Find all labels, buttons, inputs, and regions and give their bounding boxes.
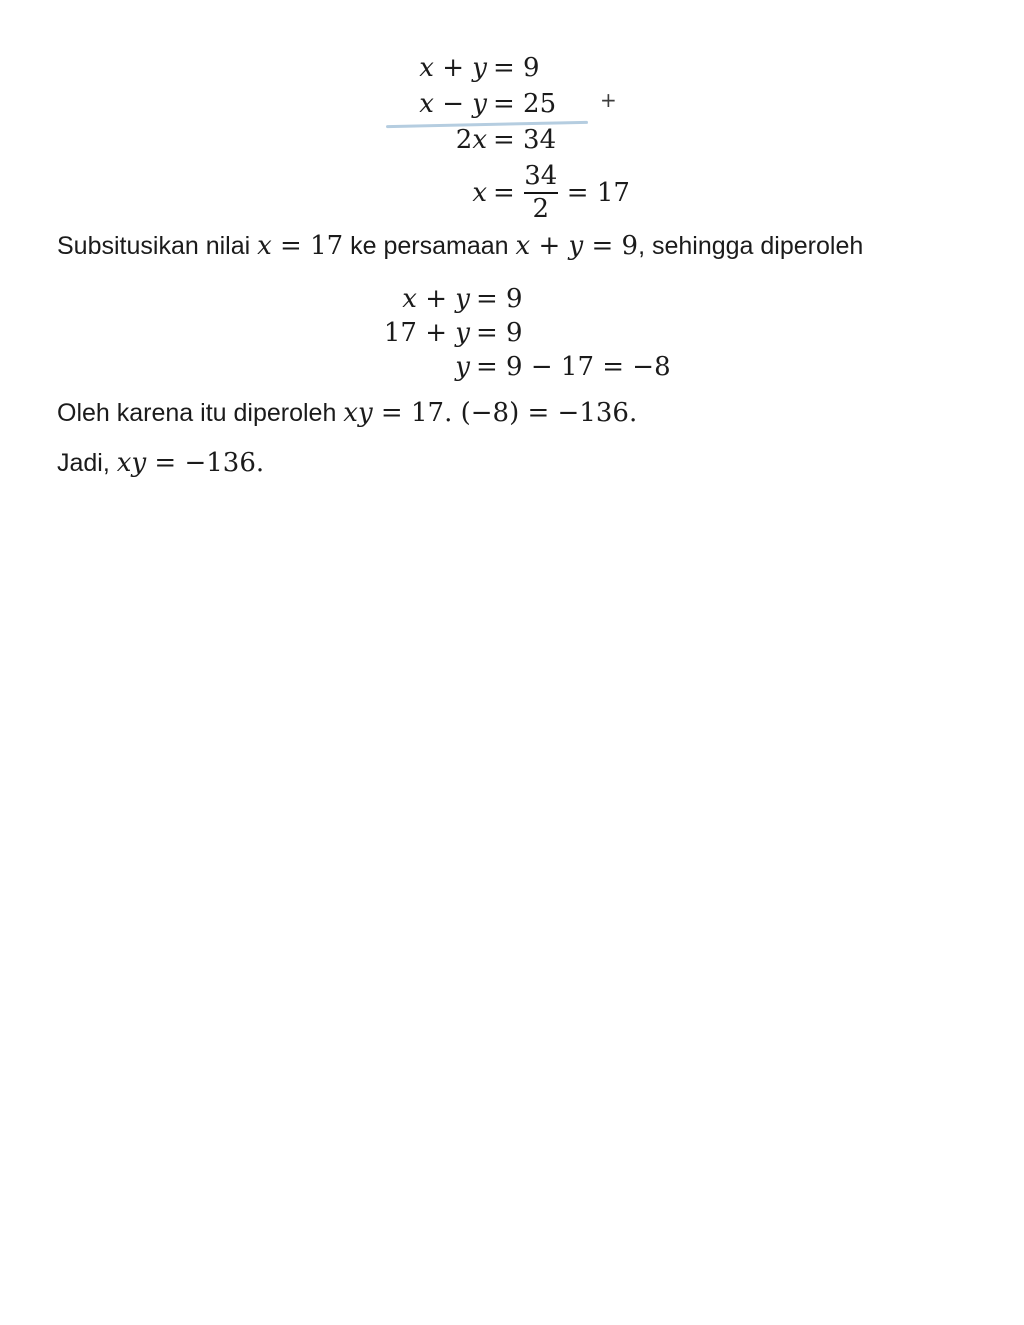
equation-row [295, 282, 671, 316]
equation-lhs: 17 + y [383, 318, 470, 348]
equation-row [307, 122, 630, 158]
equation-row [307, 86, 630, 122]
equation-rhs: = 9 − 17 = −8 [476, 352, 671, 382]
fraction-denominator: 2 [532, 193, 550, 224]
equation-rhs: = 9 [493, 53, 540, 83]
equals-sign: = [493, 177, 515, 208]
equation-row [307, 50, 630, 86]
inline-math: x + y = 9 [515, 231, 639, 261]
inline-math: x = 17 [257, 231, 344, 261]
fraction-numerator: 34 [524, 161, 558, 191]
equation-rhs: = 25 [493, 89, 557, 119]
plus-operator: + [600, 88, 617, 112]
inline-math: xy = 17. (−8) = −136. [343, 398, 638, 428]
equation-rhs [493, 163, 630, 222]
elimination-equations [307, 50, 630, 222]
solve-result: = 17 [566, 177, 630, 208]
paragraph-text: Oleh karena itu diperoleh [57, 399, 344, 427]
equation-lhs: x + y [402, 284, 470, 314]
substitution-equations [295, 282, 671, 384]
paragraph-text: , sehingga diperoleh [638, 232, 864, 260]
paragraph-text: ke persamaan [343, 232, 516, 260]
final-answer-paragraph [57, 446, 264, 480]
equation-row [295, 350, 671, 384]
inline-math: xy = −136. [116, 448, 265, 478]
solve-x-row [307, 158, 630, 222]
equation-lhs: x [472, 177, 487, 208]
paragraph-text: Subsitusikan nilai [57, 232, 258, 260]
equation-lhs: x − y [419, 89, 487, 119]
equation-rhs: = 9 [476, 284, 523, 314]
substitution-paragraph [57, 229, 863, 263]
fraction [524, 163, 558, 222]
equation-rhs: = 9 [476, 318, 523, 348]
equation-lhs: x + y [419, 53, 487, 83]
equation-lhs: 2x [455, 125, 487, 155]
equation-lhs: y [455, 352, 470, 382]
paragraph-text: Jadi, [57, 449, 117, 477]
equation-row [295, 316, 671, 350]
equation-rhs: = 34 [493, 125, 557, 155]
conclusion-paragraph [57, 396, 637, 430]
